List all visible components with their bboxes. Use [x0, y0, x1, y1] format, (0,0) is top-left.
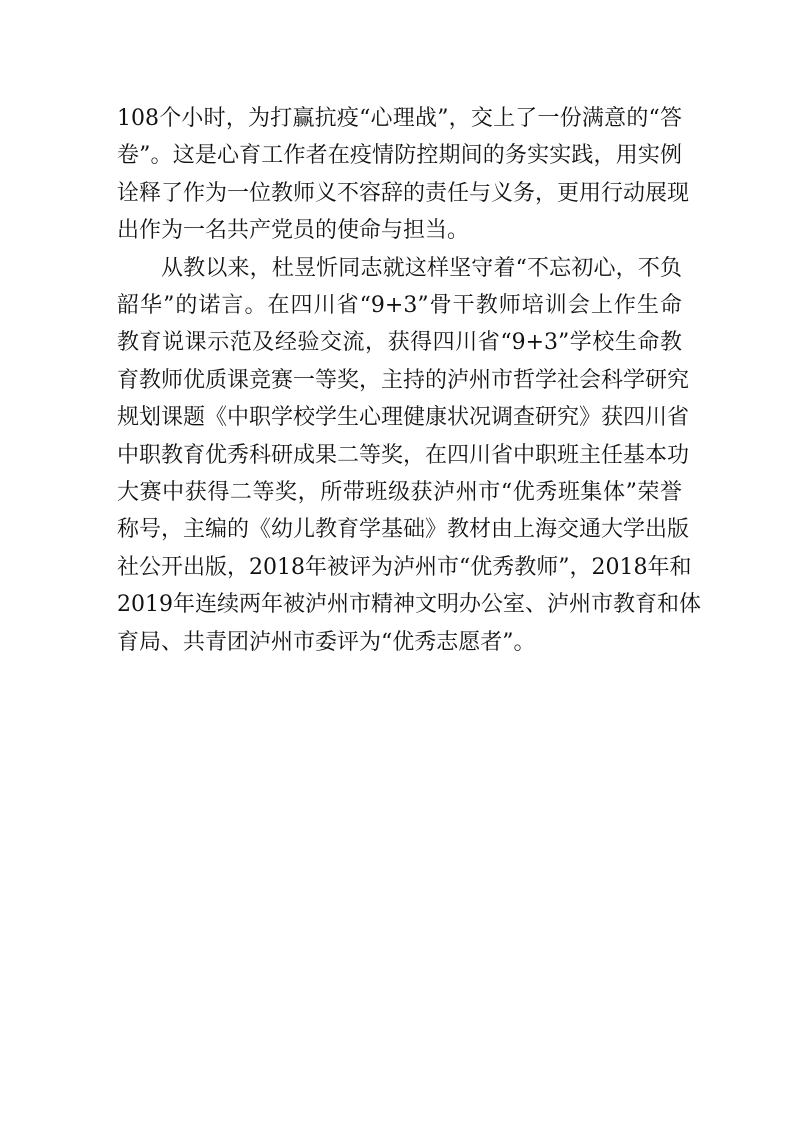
paragraph-line: 韶华”的诺言。在四川省“9+3”骨干教师培训会上作生命: [117, 293, 682, 319]
paragraph-line: 出作为一名共产党员的使命与担当。: [117, 218, 470, 244]
paragraph-line: 教育说课示范及经验交流，获得四川省“9+3”学校生命教: [117, 330, 682, 356]
document-body: [117, 100, 701, 661]
paragraph-line: 育教师优质课竞赛一等奖，主持的泸州市哲学社会科学研究: [117, 367, 690, 393]
paragraph-1: [117, 100, 690, 250]
paragraph-line: 大赛中获得二等奖，所带班级获泸州市“优秀班集体”荣誉: [117, 480, 682, 506]
paragraph-line: 卷”。这是心育工作者在疫情防控期间的务实实践，用实例: [117, 143, 682, 169]
paragraph-line: 诠释了作为一位教师义不容辞的责任与义务，更用行动展现: [117, 180, 690, 206]
paragraph-line: 108个小时，为打赢抗疫“心理战”，交上了一份满意的“答: [117, 106, 682, 131]
paragraph-line: 社公开出版，2018年被评为泸州市“优秀教师”，2018年和: [117, 554, 692, 580]
paragraph-line: 育局、共青团泸州市委评为“优秀志愿者”。: [117, 629, 536, 655]
paragraph-line: 2019年连续两年被泸州市精神文明办公室、泸州市教育和体: [117, 592, 701, 618]
paragraph-2: [117, 250, 701, 661]
paragraph-line: 规划课题《中职学校学生心理健康状况调查研究》获四川省: [117, 405, 690, 431]
paragraph-line: 称号，主编的《幼儿教育学基础》教材由上海交通大学出版: [117, 517, 690, 543]
paragraph-line: 从教以来，杜昱忻同志就这样坚守着“不忘初心，不负: [161, 255, 682, 281]
paragraph-line: 中职教育优秀科研成果二等奖，在四川省中职班主任基本功: [117, 442, 690, 468]
